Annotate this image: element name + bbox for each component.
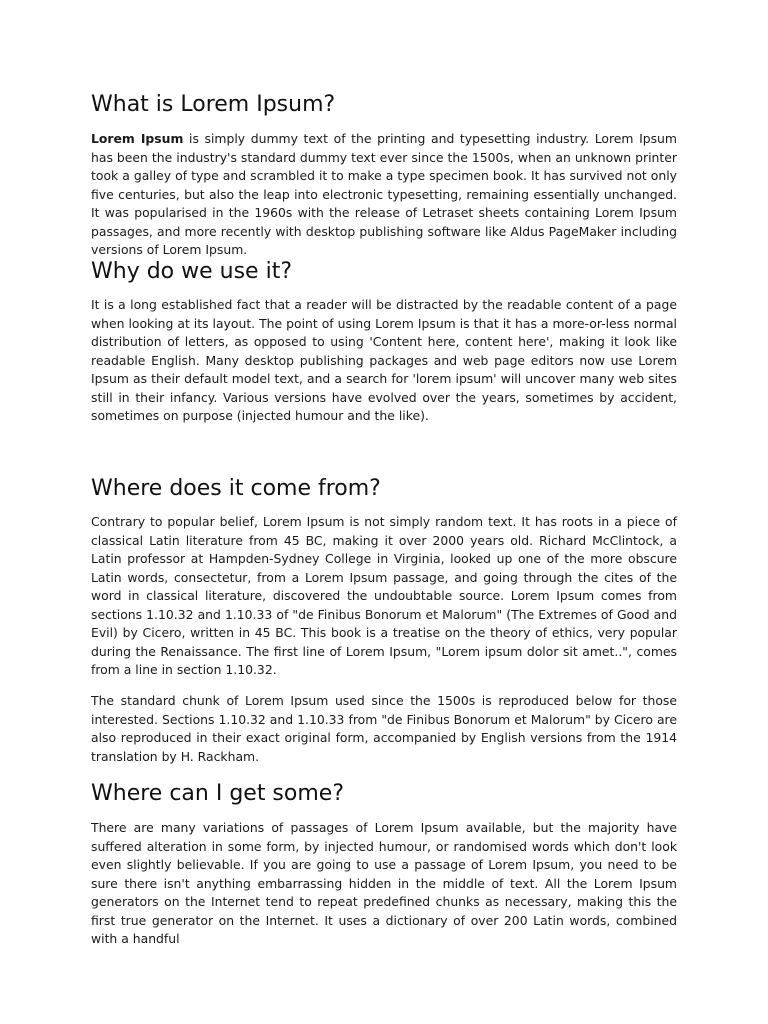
heading-why-do-we-use-it: Why do we use it? <box>91 259 292 284</box>
paragraph-where-does-it-come-from-1: Contrary to popular belief, Lorem Ipsum is not simply random text. It has roots in a piece of classical Latin literature from 45 BC, making it over 2000 years old. Richard McClintock, a Latin professor at Hampden-Sydney College in Virginia, looked up one of the more obscure Latin words, consectetur, from a Lorem Ipsum passage, and going through the cites of the word in classical literature, discovered the undoubtable source. Lorem Ipsum comes from sections 1.10.32 and 1.10.33 of "de Finibus Bonorum et Malorum" (The Extremes of Good and Evil) by Cicero, written in 45 BC. This book is a treatise on the theory of ethics, very popular during the Renaissance. The first line of Lorem Ipsum, "Lorem ipsum dolor sit amet..", comes from a line in section 1.10.32. <box>91 514 677 677</box>
paragraph-text: is simply dummy text of the printing and typesetting industry. Lorem Ipsum has been the industry's standard dummy text ever since the 1500s, when an unknown printer took a galley of type and scrambled it to make a type specimen book. It has survived not only five centuries, but also the leap into electronic typesetting, remaining essentially unchanged. It was popularised in the 1960s with the release of Letraset sheets containing Lorem Ipsum passages, and more recently with desktop publishing software like Aldus PageMaker including versions of Lorem Ipsum. <box>91 131 677 257</box>
paragraph-where-does-it-come-from-2: The standard chunk of Lorem Ipsum used since the 1500s is reproduced below for those interested. Sections 1.10.32 and 1.10.33 from "de Finibus Bonorum et Malorum" by Cicero are also reproduced in their exact original form, accompanied by English versions from the 1914 translation by H. Rackham. <box>91 693 677 764</box>
heading-where-does-it-come-from: Where does it come from? <box>91 476 381 501</box>
paragraph-where-can-i-get-some: There are many variations of passages of Lorem Ipsum available, but the majority have suffered alteration in some form, by injected humour, or randomised words which don't look even slightly believable. If you are going to use a passage of Lorem Ipsum, you need to be sure there isn't anything embarrassing hidden in the middle of text. All the Lorem Ipsum generators on the Internet tend to repeat predefined chunks as necessary, making this the first true generator on the Internet. It uses a dictionary of over 200 Latin words, combined with a handful <box>91 820 677 946</box>
heading-where-can-i-get-some: Where can I get some? <box>91 781 344 806</box>
heading-what-is-lorem-ipsum: What is Lorem Ipsum? <box>91 92 336 117</box>
bold-lead-text: Lorem Ipsum <box>91 131 184 146</box>
paragraph-what-is-lorem-ipsum <box>91 130 677 260</box>
paragraph-why-do-we-use-it: It is a long established fact that a reader will be distracted by the readable content of a page when looking at its layout. The point of using Lorem Ipsum is that it has a more-or-less normal distribution of letters, as opposed to using 'Content here, content here', making it look like readable English. Many desktop publishing packages and web page editors now use Lorem Ipsum as their default model text, and a search for 'lorem ipsum' will uncover many web sites still in their infancy. Various versions have evolved over the years, sometimes by accident, sometimes on purpose (injected humour and the like). <box>91 297 677 423</box>
